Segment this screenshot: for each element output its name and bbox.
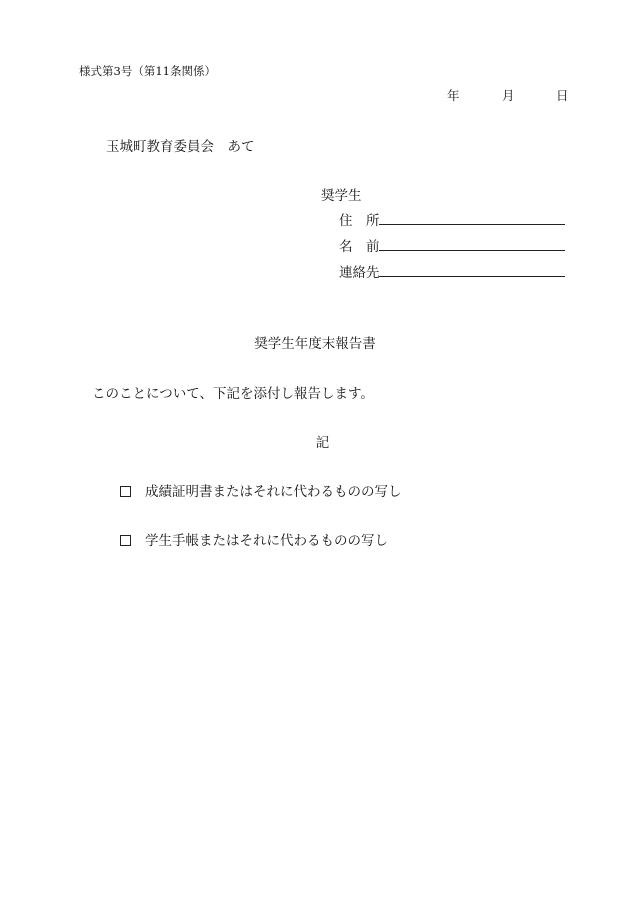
contact-field[interactable] [379, 276, 565, 277]
attachment-label: 学生手帳またはそれに代わるものの写し [145, 533, 388, 549]
document-title: 奨学生年度末報告書 [254, 336, 376, 352]
date-month-label: 月 [502, 88, 515, 103]
date-year-label: 年 [447, 88, 460, 103]
attachment-label: 成績証明書またはそれに代わるものの写し [145, 484, 402, 500]
date-day-label: 日 [556, 88, 569, 103]
form-number: 様式第3号（第11条関係） [79, 64, 216, 78]
applicant-label: 奨学生 [321, 188, 362, 204]
contact-label: 連絡先 [339, 265, 380, 281]
checkbox[interactable] [120, 535, 131, 546]
ki-heading: 記 [315, 435, 330, 451]
address-label: 住 所 [339, 213, 380, 229]
attachment-item [120, 480, 402, 500]
name-field[interactable] [379, 250, 565, 251]
attachment-item [120, 529, 388, 549]
address-field[interactable] [379, 224, 565, 225]
checkbox[interactable] [120, 486, 131, 497]
statement-text: このことについて、下記を添付し報告します。 [92, 386, 374, 402]
addressee: 玉城町教育委員会 あて [106, 139, 255, 155]
name-label: 名 前 [339, 239, 380, 255]
